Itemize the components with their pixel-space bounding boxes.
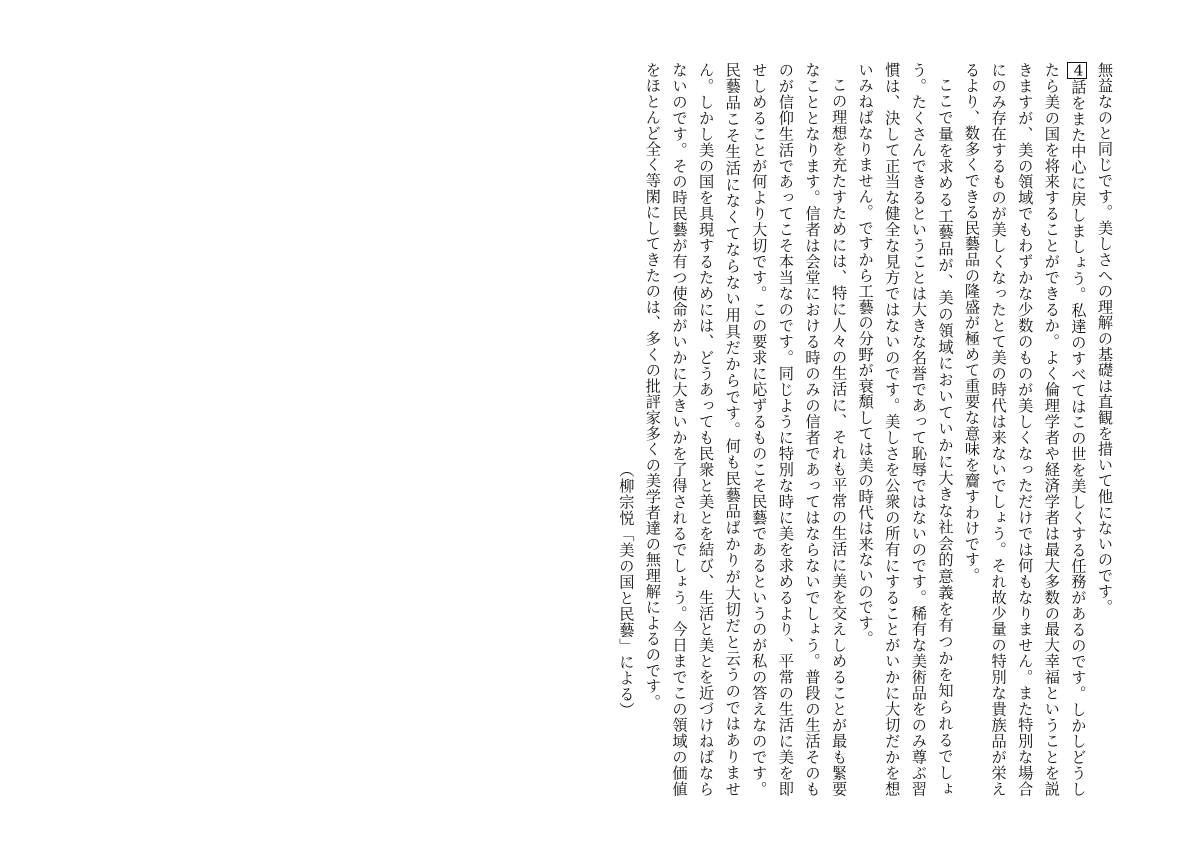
paragraph-section-4-text: 話をまた中心に戻しましょう。私達のすべてはこの世を美しくする任務があるのです。しかしどうしたら美の国を将来することができるか。よく倫理学者や経済学者は最大多数の最大幸福ということを説きますが、美の領域でもわずかな少数のものが美しくなっただけでは何もなりません。また特別な場合にのみ存在するものが美しくなったとて美の時代は来ないでしょう。それ故少量の特別な貴族品が栄えるより、数多くできる民藝品の隆盛が極めて重要な意味を齎すわけです。 (963, 62, 1088, 797)
source-citation (613, 62, 640, 797)
source-citation-text: （柳宗悦「美の国と民藝」による） (617, 462, 636, 718)
paragraph-intro (1091, 62, 1118, 797)
section-number-box: 4 (1067, 62, 1087, 79)
paragraph-quantity-text: ここで量を求める工藝品が、美の領域においていかに大きな社会的意義を有つかを知られるでしょう。たくさんできるということは大きな名誉であって恥辱ではないのです。稀有な美術品をのみ尊ぶ習慣は、決して正当な健全な見方ではないのです。美しさを公衆の所有にすることがいかに大切だかを想いみねばなりません。ですから工藝の分野が衰頽しては美の時代は来ないのです。 (856, 62, 955, 797)
paragraph-section-4 (958, 62, 1091, 797)
paragraph-quantity (852, 62, 958, 797)
paragraph-ideal (639, 62, 852, 797)
vertical-text-body (78, 62, 1118, 797)
paragraph-intro-text: 無益なのと同じです。美しさへの理解の基礎は直観を措いて他にないのです。 (1096, 62, 1114, 615)
paragraph-ideal-text: この理想を充たすためには、特に人々の生活に、それも平常の生活に美を交えしめることが最も緊要なこととなります。信者は会堂における時のみの信者であってはならないでしょう。普段の生活そのものが信仰生活であってこそ本当なのです。同じように特別な時に美を求めるより、平常の生活に美を即せしめることが何より大切です。この要求に応ずるものこそ民藝であるというのが私の答えなのです。民藝品こそ生活になくてならない用具だからです。何も民藝品ばかりが大切だと云うのではありません。しかし美の国を具現するためには、どうあっても民衆と美とを結び、生活と美とを近づけねばならないのです。その時民藝が有つ使命がいかに大きいかを了得されるでしょう。今日までこの領域の価値をほとんど全く等閑にしてきたのは、多くの批評家多くの美学者達の無理解によるのです。 (643, 62, 849, 797)
